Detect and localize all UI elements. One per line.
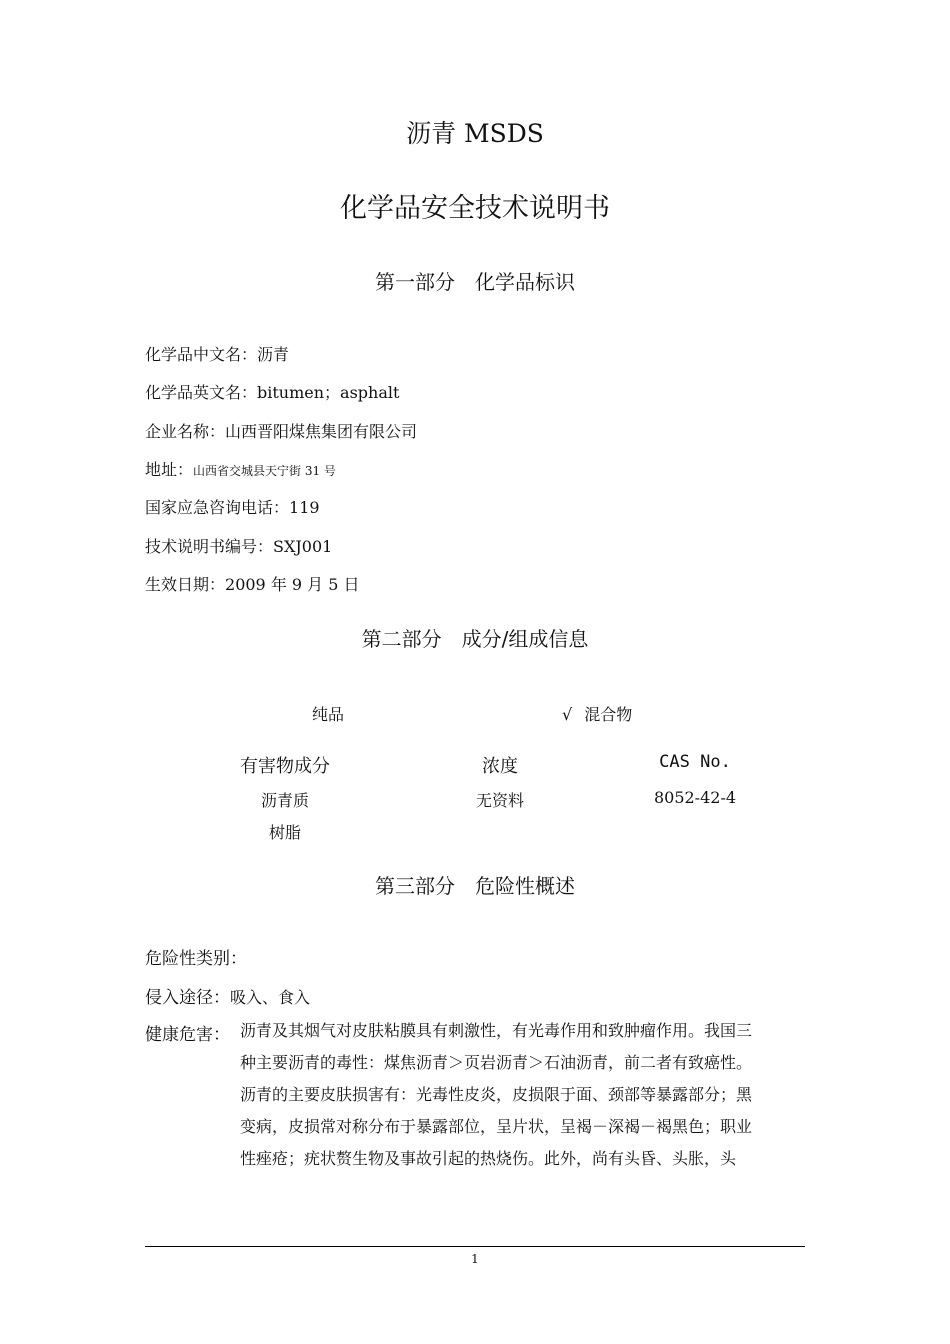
- option-pure: 纯品: [312, 705, 345, 724]
- route-value: 吸入、食入: [230, 988, 311, 1007]
- field-value: SXJ001: [273, 537, 333, 556]
- field-label: 技术说明书编号：: [145, 537, 274, 556]
- field-emergency-phone: [145, 495, 320, 518]
- field-value: 山西省交城县天宁街 31 号: [193, 464, 336, 478]
- document-title: 沥青 MSDS: [406, 119, 544, 148]
- health-hazard-label: 健康危害：: [145, 1025, 230, 1045]
- table-header-concentration: 浓度: [482, 756, 518, 777]
- table-header-cas: CAS No.: [659, 752, 731, 772]
- table-cell: 无资料: [475, 791, 524, 810]
- field-value: 119: [289, 498, 320, 517]
- field-address: [145, 457, 336, 480]
- health-line: 性痤疮；疣状赘生物及事故引起的热烧伤。此外，尚有头昏、头胀，头: [240, 1149, 737, 1168]
- field-label: 地址：: [145, 460, 194, 479]
- field-value: bitumen；asphalt: [257, 383, 400, 402]
- footer-divider: [145, 1246, 805, 1247]
- field-label: 企业名称：: [145, 422, 226, 441]
- route-label: 侵入途径：: [145, 988, 230, 1008]
- health-line: 变病，皮损常对称分布于暴露部位，呈片状，呈褐－深褐－褐黑色；职业: [240, 1117, 753, 1136]
- field-value: 2009 年 9 月 5 日: [225, 575, 360, 594]
- field-chinese-name: [145, 342, 289, 365]
- field-effective-date: [145, 572, 360, 595]
- option-mixture: [562, 702, 632, 725]
- field-company: [145, 419, 417, 442]
- field-english-name: [145, 380, 399, 403]
- table-header-component: 有害物成分: [240, 756, 330, 777]
- health-hazard-text: [240, 1015, 805, 1175]
- health-line: 种主要沥青的毒性：煤焦沥青＞页岩沥青＞石油沥青，前二者有致癌性。: [240, 1053, 753, 1072]
- field-value: 山西晋阳煤焦集团有限公司: [225, 422, 418, 441]
- field-doc-number: [145, 534, 332, 557]
- part2-heading: 第二部分 成分/组成信息: [361, 627, 589, 651]
- health-line: 沥青的主要皮肤损害有：光毒性皮炎，皮损限于面、颈部等暴露部分；黑: [240, 1085, 753, 1104]
- route-row: [145, 983, 310, 1008]
- health-line: 沥青及其烟气对皮肤粘膜具有刺激性，有光毒作用和致肿瘤作用。我国三: [240, 1021, 753, 1040]
- field-label: 生效日期：: [145, 575, 226, 594]
- field-value: 沥青: [257, 345, 290, 364]
- table-cell: 8052-42-4: [653, 788, 737, 807]
- part3-heading: 第三部分 危险性概述: [375, 874, 575, 898]
- field-label: 化学品中文名：: [145, 345, 258, 364]
- table-cell: 树脂: [268, 823, 301, 842]
- field-label: 国家应急咨询电话：: [145, 498, 290, 517]
- part1-heading: 第一部分 化学品标识: [375, 270, 575, 294]
- document-subtitle: 化学品安全技术说明书: [340, 193, 610, 224]
- option-mixture-label: 混合物: [584, 705, 633, 724]
- field-label: 化学品英文名：: [145, 383, 258, 402]
- table-cell: 沥青质: [260, 791, 309, 810]
- check-icon: √: [562, 705, 573, 724]
- page-number: 1: [471, 1252, 479, 1266]
- hazard-class-label: 危险性类别：: [145, 949, 247, 969]
